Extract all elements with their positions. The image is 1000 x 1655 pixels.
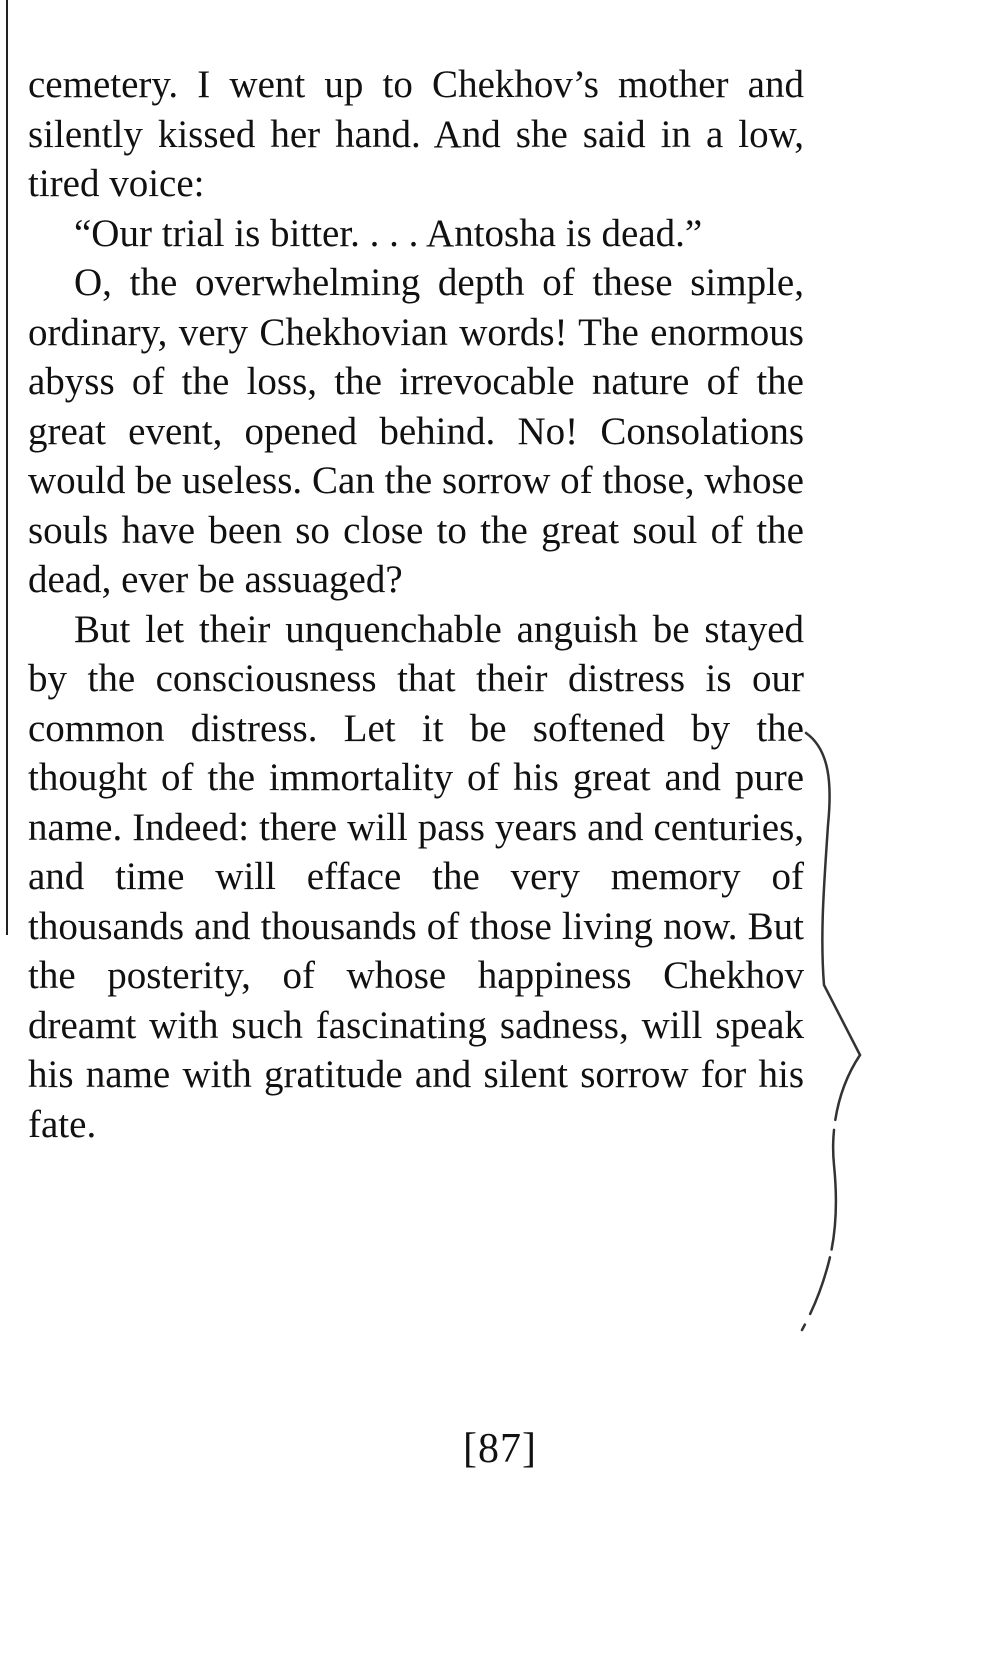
page-number: [87] xyxy=(463,1426,537,1472)
bracket-upper-stroke xyxy=(806,733,860,1055)
paragraph-3: O, the overwhelming depth of these simple, ordinary, very Chekhovian words! The enormous abyss of the loss, the irrevocable nature of the great event, opened behind. No! Consolations would be useless. Can the sorrow of those, whose souls have been so close to the great soul of the dead, ever be assuaged? xyxy=(28,261,804,601)
body-text xyxy=(28,60,804,1149)
paragraph-4: But let their unquenchable anguish be stayed by the consciousness that their distress is our common distress. Let it be softened by the thought of the immortality of his great and pure name. Indeed: there will pass years and centuries, and time will efface the very memory of thousands and thousands of those living now. But the posterity, of whose happiness Chekhov dreamt with such fascinating sadness, will speak his name with gratitude and silent sorrow for his fate. xyxy=(28,607,804,1146)
paragraph-1: cemetery. I went up to Chekhov’s mother and silently kissed her hand. And she said in a low, tired voice: xyxy=(28,63,804,205)
bracket-lower-stroke xyxy=(802,1055,860,1330)
paragraph-2: “Our trial is bitter. . . . Antosha is dead.” xyxy=(74,211,703,255)
page-edge-rule xyxy=(6,0,8,935)
handwritten-margin-bracket xyxy=(800,725,920,1335)
